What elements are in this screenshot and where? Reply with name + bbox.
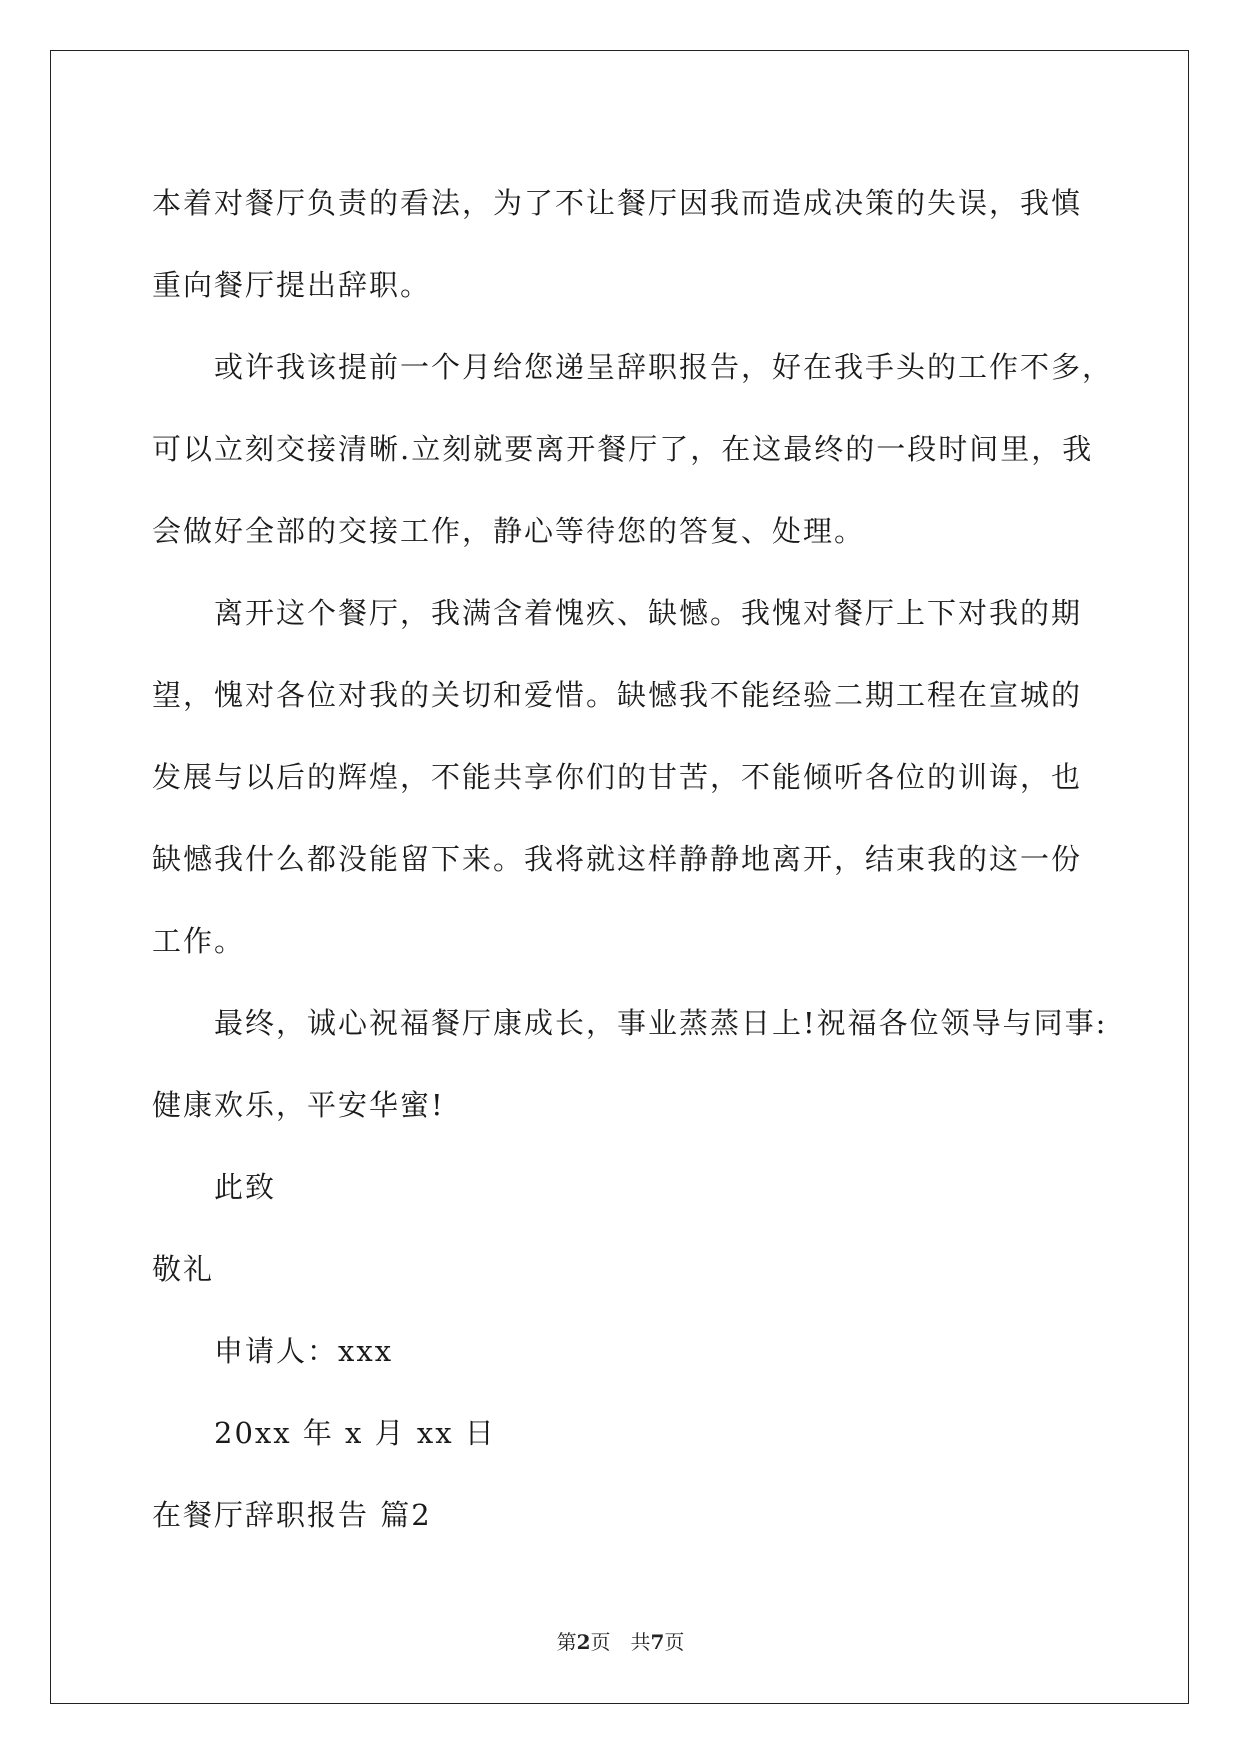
body-line-8: 发展与以后的辉煌，不能共享你们的甘苦，不能倾听各位的训诲，也 <box>152 760 1083 794</box>
footer-total-pages: 7 <box>650 1630 665 1654</box>
footer-suffix: 页 <box>664 1630 685 1654</box>
footer-prefix: 第 <box>556 1630 577 1654</box>
footer-current-page: 2 <box>576 1630 591 1654</box>
section-heading: 在餐厅辞职报告 篇2 <box>152 1498 432 1532</box>
body-line-6: 离开这个餐厅，我满含着愧疚、缺憾。我愧对餐厅上下对我的期 <box>214 596 1083 630</box>
body-line-7: 望，愧对各位对我的关切和爱惜。缺憾我不能经验二期工程在宣城的 <box>152 678 1083 712</box>
closing-regards: 敬礼 <box>152 1252 215 1286</box>
body-line-9: 缺憾我什么都没能留下来。我将就这样静静地离开，结束我的这一份 <box>152 842 1083 876</box>
body-line-5: 会做好全部的交接工作，静心等待您的答复、处理。 <box>152 514 866 548</box>
page-number-footer <box>0 1626 1241 1655</box>
body-line-12: 健康欢乐，平安华蜜! <box>152 1088 445 1122</box>
body-line-11: 最终，诚心祝福餐厅康成长，事业蒸蒸日上!祝福各位领导与同事: <box>214 1006 1108 1040</box>
footer-mid: 页 共 <box>590 1630 651 1654</box>
body-line-2: 重向餐厅提出辞职。 <box>152 268 432 302</box>
body-line-1: 本着对餐厅负责的看法，为了不让餐厅因我而造成决策的失误，我慎 <box>152 186 1083 220</box>
body-line-3: 或许我该提前一个月给您递呈辞职报告，好在我手头的工作不多， <box>214 350 1114 384</box>
applicant-signature: 申请人：xxx <box>214 1334 394 1368</box>
closing-salutation: 此致 <box>214 1170 277 1204</box>
body-line-4: 可以立刻交接清晰.立刻就要离开餐厅了，在这最终的一段时间里，我 <box>152 432 1094 466</box>
date-line: 20xx 年 x 月 xx 日 <box>214 1416 496 1450</box>
body-line-10: 工作。 <box>152 924 246 958</box>
document-body <box>152 162 1114 1556</box>
